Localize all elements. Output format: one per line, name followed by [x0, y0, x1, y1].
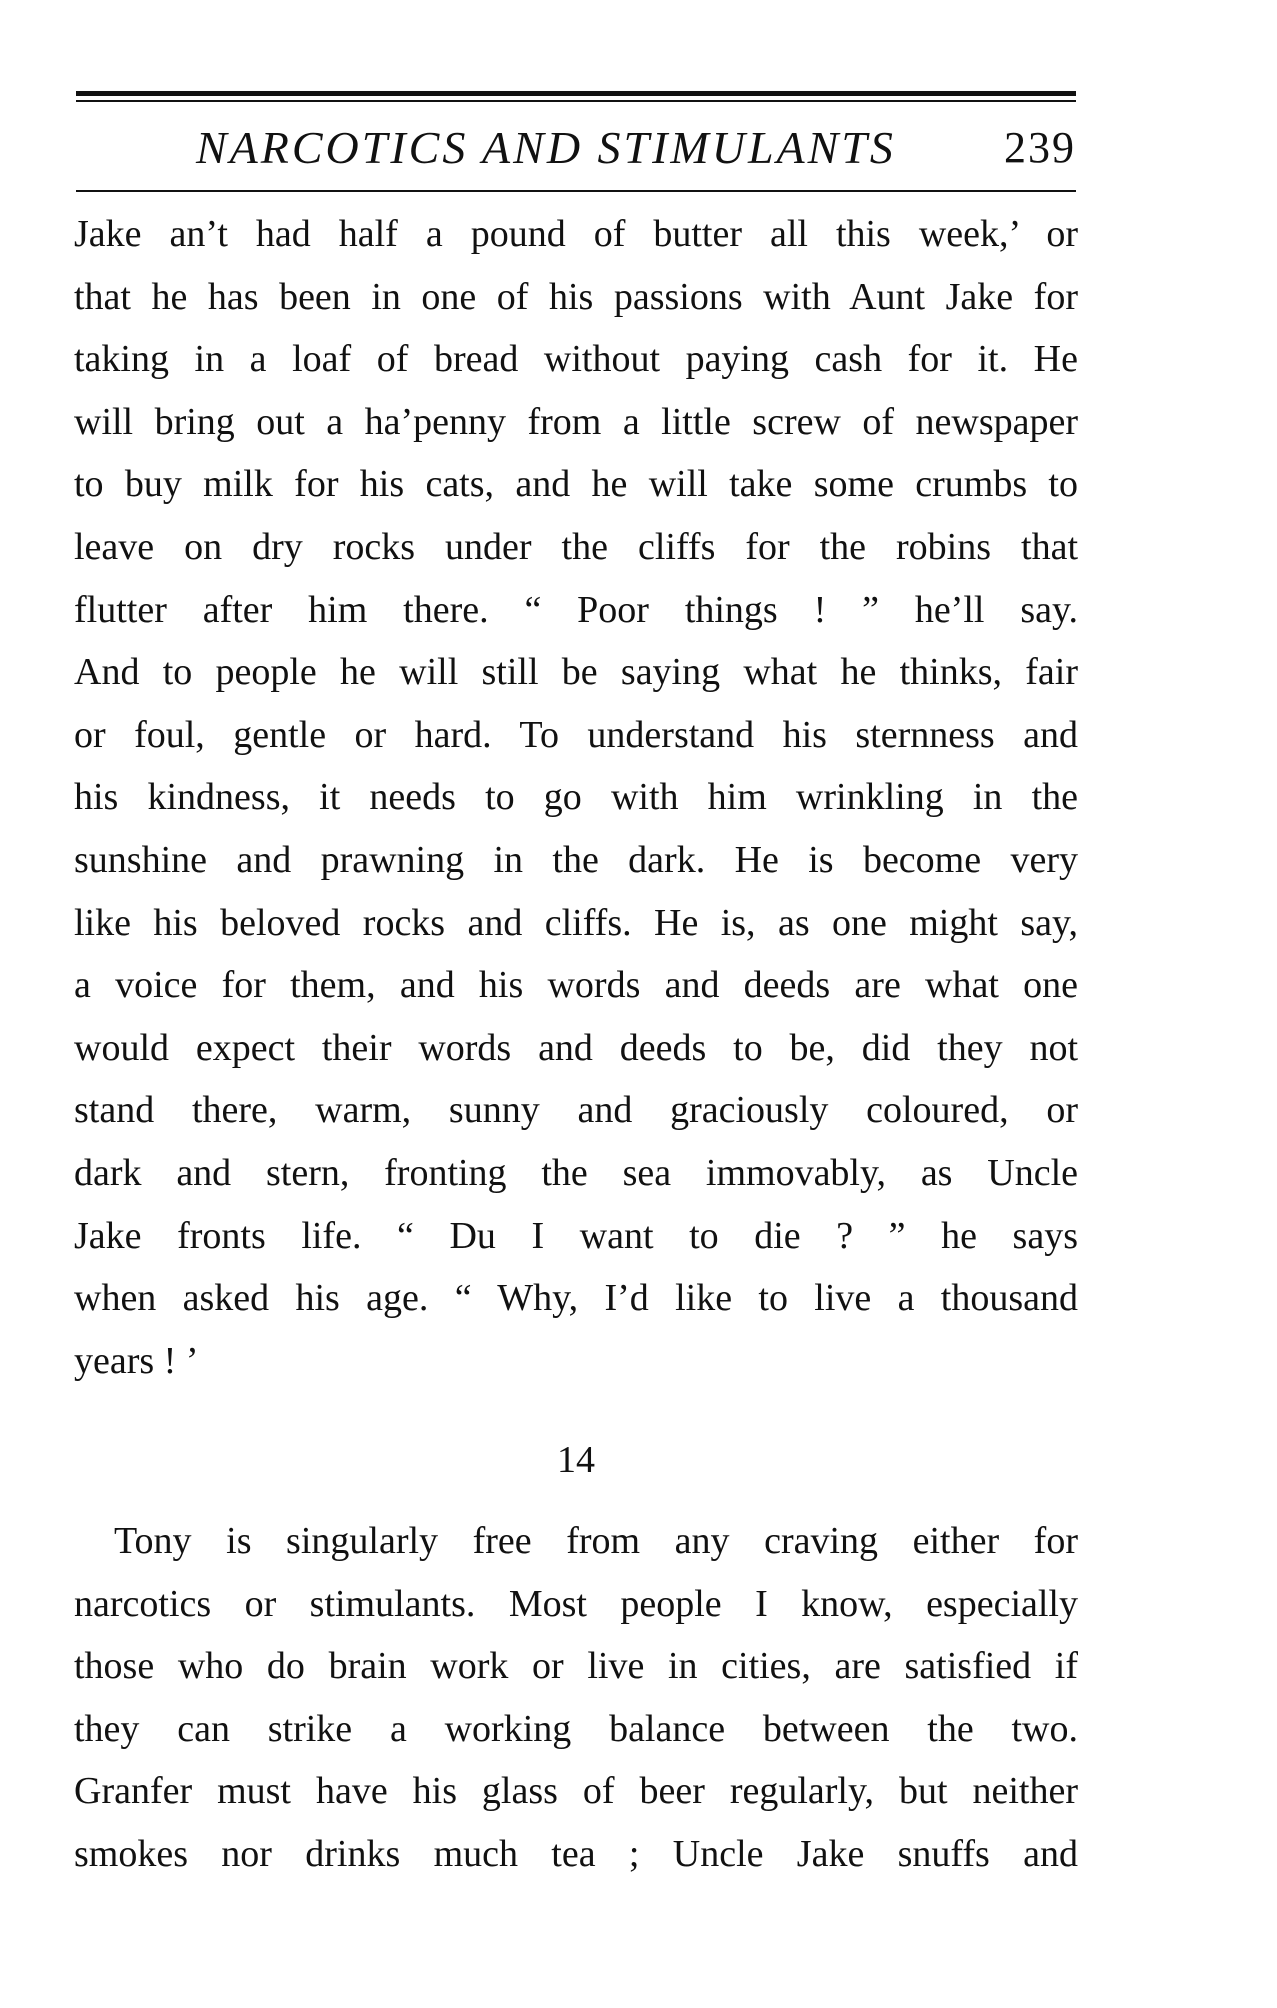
text-line: to buy milk for his cats, and he will take some crumbs to: [74, 463, 1078, 506]
running-head: [76, 118, 1076, 178]
text-line: when asked his age. “ Why, I’d like to live a thousand: [74, 1277, 1078, 1320]
text-line: they can strike a working balance between the two.: [74, 1707, 1078, 1750]
header-rule-thick: [76, 91, 1076, 96]
text-line: will bring out a ha’penny from a little screw of newspaper: [74, 400, 1078, 443]
text-line: sunshine and prawning in the dark. He is become very: [74, 838, 1078, 881]
text-line: leave on dry rocks under the cliffs for the robins that: [74, 525, 1078, 568]
text-line: those who do brain work or live in cities, are satisfied if: [74, 1645, 1078, 1688]
running-title: NARCOTICS AND STIMULANTS: [196, 122, 896, 173]
text-line: flutter after him there. “ Poor things ! ” he’ll say.: [74, 588, 1078, 631]
text-line: that he has been in one of his passions with Aunt Jake for: [74, 275, 1078, 318]
text-line: dark and stern, fronting the sea immovably, as Uncle: [74, 1151, 1078, 1194]
text-line: Jake fronts life. “ Du I want to die ? ” he says: [74, 1214, 1078, 1257]
text-line: years ! ’: [74, 1339, 199, 1382]
text-line: like his beloved rocks and cliffs. He is, as one might say,: [74, 901, 1078, 944]
section-number: 14: [557, 1439, 595, 1481]
running-head-rule: [76, 190, 1076, 192]
text-line: his kindness, it needs to go with him wrinkling in the: [74, 776, 1078, 819]
text-line: Granfer must have his glass of beer regularly, but neither: [74, 1770, 1078, 1813]
text-line: smokes nor drinks much tea ; Uncle Jake snuffs and: [74, 1832, 1078, 1875]
text-line: stand there, warm, sunny and graciously coloured, or: [74, 1089, 1078, 1132]
page-number: 239: [1004, 123, 1076, 172]
text-line: would expect their words and deeds to be, did they not: [74, 1026, 1078, 1069]
header-rule-thin: [76, 100, 1076, 102]
text-line: Tony is singularly free from any craving either for: [114, 1520, 1078, 1562]
text-line: or foul, gentle or hard. To understand his sternness and: [74, 713, 1078, 756]
text-line: a voice for them, and his words and deeds are what one: [74, 964, 1078, 1007]
text-line: Jake an’t had half a pound of butter all this week,’ or: [74, 213, 1078, 255]
text-line: narcotics or stimulants. Most people I know, especially: [74, 1582, 1078, 1625]
paragraph-continued: [74, 203, 1078, 1392]
text-line: And to people he will still be saying what he thinks, fair: [74, 651, 1078, 694]
text-line: taking in a loaf of bread without paying cash for it. He: [74, 338, 1078, 381]
paragraph-section-14: [74, 1510, 1078, 1886]
